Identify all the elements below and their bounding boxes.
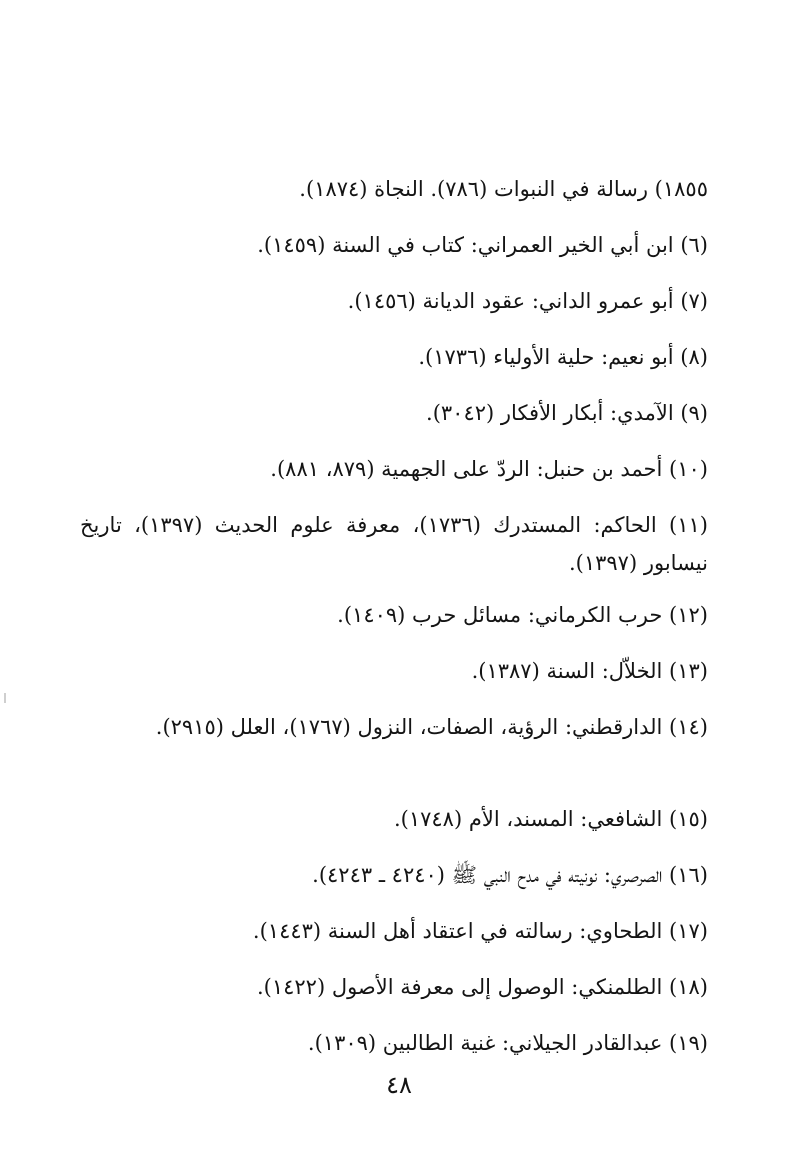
reference-line-15: (١٥) الشافعي: المسند، الأم (١٧٤٨). xyxy=(393,807,708,831)
scan-edge-mark xyxy=(4,693,6,703)
reference-line-6: (٦) ابن أبي الخير العمراني: كتاب في السنة (١٤٥٩). xyxy=(257,233,708,257)
reference-line-continued: ١٨٥٥) رسالة في النبوات (٧٨٦). النجاة (١٨٧٤). xyxy=(299,177,708,201)
reference-line-17: (١٧) الطحاوي: رسالته في اعتقاد أهل السنة (١٤٤٣). xyxy=(252,919,708,943)
reference-line-14: (١٤) الدارقطني: الرؤية، الصفات، النزول (١٧٦٧)، العلل (٢٩١٥). xyxy=(155,715,708,739)
page-number: ٤٨ xyxy=(386,1071,412,1099)
reference-line-7: (٧) أبو عمرو الداني: عقود الديانة (١٤٥٦). xyxy=(347,289,708,313)
reference-line-13: (١٣) الخلاّل: السنة (١٣٨٧). xyxy=(471,659,708,683)
reference-line-10: (١٠) أحمد بن حنبل: الردّ على الجهمية (٨٧٩، ٨٨١). xyxy=(270,457,708,481)
reference-line-8: (٨) أبو نعيم: حلية الأولياء (١٧٣٦). xyxy=(418,345,708,369)
reference-line-16: (١٦) الصرصري: نونيته في مدح النبي ﷺ (٤٢٤٠ ـ ٤٢٤٣). xyxy=(312,863,708,887)
reference-line-11: (١١) الحاكم: المستدرك (١٧٣٦)، معرفة علوم الحديث (١٣٩٧)، تاريخ نيسابور (١٣٩٧). xyxy=(80,513,708,575)
reference-line-18: (١٨) الطلمنكي: الوصول إلى معرفة الأصول (١٤٢٢). xyxy=(256,975,708,999)
reference-line-19: (١٩) عبدالقادر الجيلاني: غنية الطالبين (١٣٠٩). xyxy=(307,1031,708,1055)
reference-line-12: (١٢) حرب الكرماني: مسائل حرب (١٤٠٩). xyxy=(337,603,708,627)
reference-line-9: (٩) الآمدي: أبكار الأفكار (٣٠٤٢). xyxy=(426,401,708,425)
